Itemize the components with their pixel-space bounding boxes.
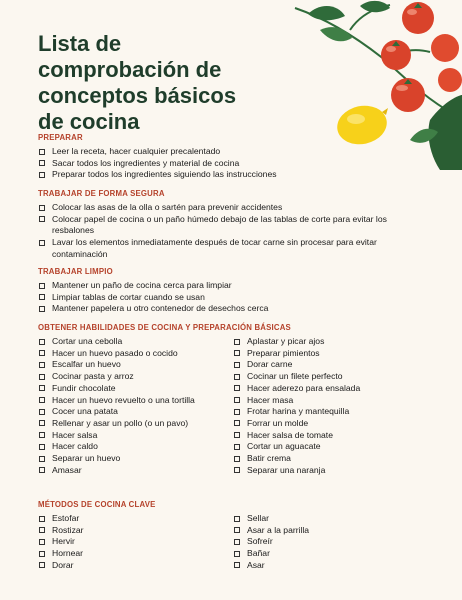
checkbox[interactable] [234, 409, 240, 415]
item-label: Preparar todos los ingredientes siguiendo las instrucciones [52, 169, 277, 180]
checklist-item [38, 158, 428, 170]
item-label: Escalfar un huevo [52, 359, 121, 370]
title-line-4: de cocina [38, 109, 140, 134]
checkbox[interactable] [234, 527, 240, 533]
item-label: Colocar papel de cocina o un paño húmedo debajo de las tablas de corte para evitar los resbalones [52, 213, 387, 236]
item-label: Cortar un aguacate [247, 441, 321, 452]
two-column-list [38, 513, 428, 572]
checklist-item [233, 525, 428, 537]
checklist-item [38, 214, 428, 237]
item-label: Cocer una patata [52, 406, 118, 417]
title-line-1: Lista de [38, 31, 122, 56]
tomato-icon [431, 34, 459, 62]
checklist-item [233, 359, 428, 371]
item-label: Hervir [52, 536, 75, 547]
section-metodos [38, 500, 428, 572]
item-label: Dorar carne [247, 359, 293, 370]
item-label: Aplastar y picar ajos [247, 336, 325, 346]
item-label: Hacer caldo [52, 441, 98, 452]
checkbox[interactable] [39, 172, 45, 178]
item-label: Cocinar pasta y arroz [52, 371, 134, 382]
checklist-item [233, 513, 428, 525]
item-label: Leer la receta, hacer cualquier precalentado [52, 146, 221, 156]
item-label: Mantener papelera u otro contenedor de desechos cerca [52, 303, 269, 314]
item-label: Rellenar y asar un pollo (o un pavo) [52, 417, 189, 428]
item-label: Bañar [247, 548, 270, 559]
checkbox[interactable] [39, 539, 45, 545]
checkbox[interactable] [39, 409, 45, 415]
checklist-item [38, 536, 233, 548]
checklist-item [38, 525, 233, 537]
checklist-item [233, 465, 428, 477]
checkbox[interactable] [39, 432, 45, 438]
item-label: Frotar harina y mantequilla [247, 406, 350, 417]
checkbox[interactable] [234, 350, 240, 356]
section-heading: TRABAJAR LIMPIO [38, 267, 113, 276]
checklist-item [233, 441, 428, 453]
tomato-icon [438, 68, 462, 92]
section-habilidades [38, 323, 428, 476]
checkbox[interactable] [234, 467, 240, 473]
checklist-item [38, 303, 428, 315]
item-label: Hacer un huevo revuelto o una tortilla [52, 394, 195, 405]
checklist-item [38, 202, 428, 214]
checkbox[interactable] [39, 339, 45, 345]
item-label: Separar un huevo [52, 453, 121, 464]
checklist-item [233, 406, 428, 418]
item-label: Rostizar [52, 524, 84, 535]
checklist-item [38, 453, 233, 465]
checklist-item [38, 406, 233, 418]
checkbox[interactable] [39, 527, 45, 533]
checklist-item [233, 336, 428, 348]
checklist-item [38, 371, 233, 383]
checkbox[interactable] [39, 216, 45, 222]
checkbox[interactable] [39, 362, 45, 368]
item-label: Amasar [52, 464, 82, 475]
item-label: Sofreír [247, 536, 273, 547]
section-heading: PREPARAR [38, 133, 83, 142]
checklist-item [38, 395, 233, 407]
checklist-item [38, 359, 233, 371]
item-label: Preparar pimientos [247, 347, 320, 358]
item-label: Hacer aderezo para ensalada [247, 382, 361, 393]
section-heading: MÉTODOS DE COCINA CLAVE [38, 500, 156, 509]
checklist-item [233, 348, 428, 360]
checklist-item [38, 383, 233, 395]
checkbox[interactable] [234, 539, 240, 545]
item-label: Separar una naranja [247, 464, 326, 475]
item-label: Colocar las asas de la olla o sartén para prevenir accidentes [52, 202, 283, 212]
checklist-item [38, 336, 233, 348]
checkbox[interactable] [39, 385, 45, 391]
checkbox[interactable] [39, 240, 45, 246]
item-label: Forrar un molde [247, 417, 309, 428]
checklist-item [38, 430, 233, 442]
item-label: Hacer masa [247, 394, 294, 405]
checkbox[interactable] [39, 551, 45, 557]
checkbox[interactable] [39, 374, 45, 380]
checkbox[interactable] [234, 420, 240, 426]
title-line-3: conceptos básicos [38, 83, 237, 108]
item-label: Hacer un huevo pasado o cocido [52, 347, 178, 358]
checkbox[interactable] [234, 562, 240, 568]
item-label: Dorar [52, 559, 74, 570]
item-label: Estofar [52, 513, 80, 523]
checkbox[interactable] [234, 444, 240, 450]
item-label: Mantener un paño de cocina cerca para limpiar [52, 280, 232, 290]
item-label: Fundir chocolate [52, 382, 116, 393]
checklist-item [233, 430, 428, 442]
checkbox[interactable] [39, 456, 45, 462]
checklist-item [38, 418, 233, 430]
left-column [38, 336, 233, 476]
checkbox[interactable] [234, 362, 240, 368]
two-column-list [38, 336, 428, 476]
checkbox[interactable] [234, 516, 240, 522]
checkbox[interactable] [39, 444, 45, 450]
section-heading: TRABAJAR DE FORMA SEGURA [38, 189, 165, 198]
checkbox[interactable] [234, 385, 240, 391]
checklist-item [38, 560, 233, 572]
item-label: Asar a la parrilla [247, 524, 310, 535]
checklist-item [233, 536, 428, 548]
section-segura [38, 189, 428, 261]
right-column [233, 513, 428, 572]
item-label: Hacer salsa de tomate [247, 429, 333, 440]
checklist-item [233, 453, 428, 465]
checklist-item [38, 169, 428, 181]
item-label: Hacer salsa [52, 429, 98, 440]
right-column [233, 336, 428, 476]
checklist-item [38, 280, 428, 292]
left-column [38, 513, 233, 572]
checklist-item [38, 146, 428, 158]
checkbox[interactable] [39, 516, 45, 522]
checklist-item [38, 513, 233, 525]
checklist-item [38, 441, 233, 453]
item-label: Asar [247, 559, 265, 570]
section-heading: OBTENER HABILIDADES DE COCINA Y PREPARACIÓN BÁSICAS [38, 323, 291, 332]
checkbox[interactable] [39, 397, 45, 403]
checkbox[interactable] [234, 456, 240, 462]
tomatoes [381, 2, 462, 112]
checkbox[interactable] [39, 160, 45, 166]
page-title [38, 31, 308, 135]
checkbox[interactable] [234, 374, 240, 380]
checkbox[interactable] [39, 306, 45, 312]
title-line-2: comprobación de [38, 57, 222, 82]
checkbox[interactable] [39, 283, 45, 289]
checkbox[interactable] [39, 467, 45, 473]
checklist-item [38, 348, 233, 360]
checklist-item [38, 237, 428, 260]
item-label: Batir crema [247, 453, 291, 464]
checklist-item [233, 371, 428, 383]
item-label: Hornear [52, 548, 84, 559]
item-label: Sacar todos los ingredientes y material de cocina [52, 157, 240, 168]
checklist-item [233, 383, 428, 395]
checkbox[interactable] [234, 432, 240, 438]
checklist-item [38, 465, 233, 477]
checklist-item [233, 560, 428, 572]
checkbox[interactable] [39, 562, 45, 568]
checkbox[interactable] [39, 350, 45, 356]
checklist-item [233, 548, 428, 560]
checkbox[interactable] [39, 420, 45, 426]
checkbox[interactable] [234, 397, 240, 403]
checkbox[interactable] [39, 205, 45, 211]
checklist-item [233, 418, 428, 430]
checkbox[interactable] [234, 551, 240, 557]
item-label: Cocinar un filete perfecto [247, 371, 343, 382]
checklist-item [38, 292, 428, 304]
item-label: Limpiar tablas de cortar cuando se usan [52, 291, 205, 302]
item-label: Cortar una cebolla [52, 336, 123, 346]
section-preparar [38, 133, 428, 181]
checklist-item [38, 548, 233, 560]
section-limpio [38, 267, 428, 315]
item-label: Sellar [247, 513, 269, 523]
checklist-item [233, 395, 428, 407]
checkbox[interactable] [39, 294, 45, 300]
checkbox[interactable] [234, 339, 240, 345]
checkbox[interactable] [39, 149, 45, 155]
item-label: Lavar los elementos inmediatamente después de tocar carne sin procesar para evitar contaminación [52, 237, 377, 259]
